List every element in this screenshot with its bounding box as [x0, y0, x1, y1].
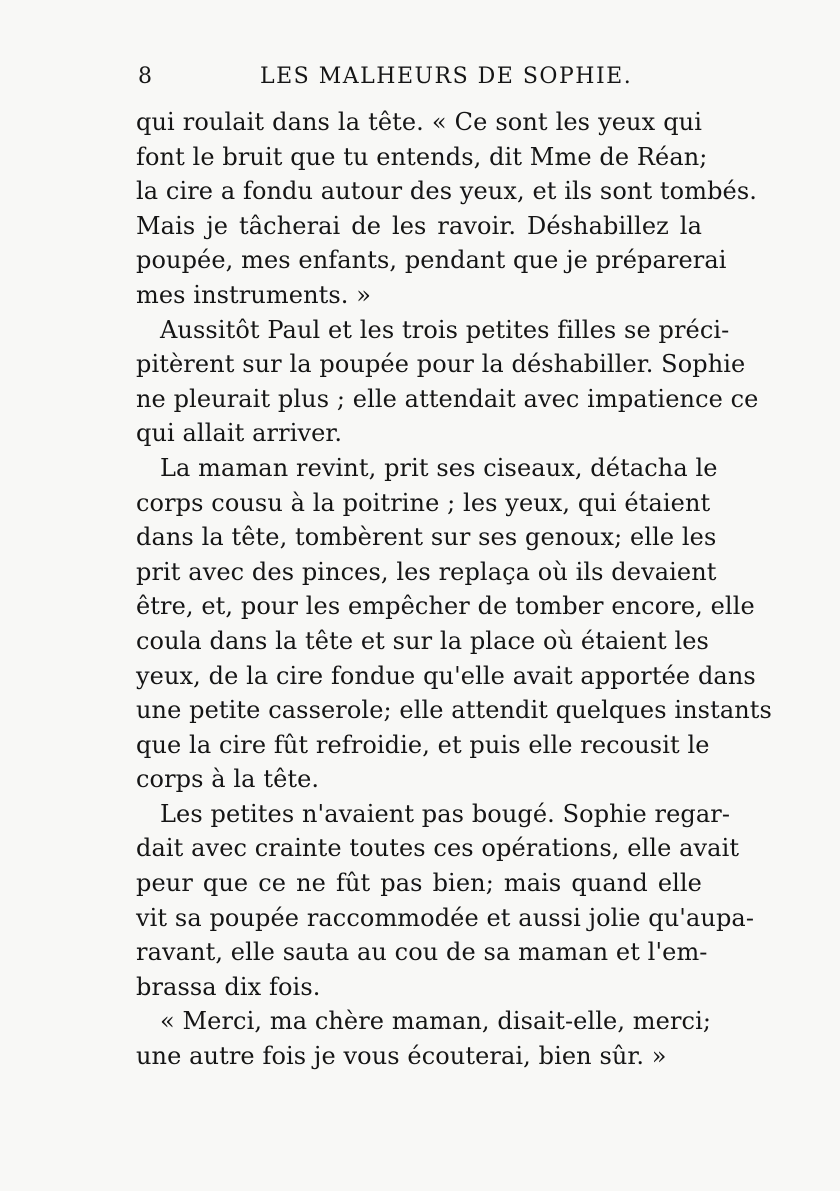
text-line: yeux, de la cire fondue qu'elle avait apportée dans — [136, 661, 756, 690]
running-title: LES MALHEURS DE SOPHIE. — [260, 64, 633, 89]
text-line: « Merci, ma chère maman, disait-elle, merci; — [160, 1007, 712, 1036]
text-line: brassa dix fois. — [136, 972, 321, 1001]
text-line: pitèrent sur la poupée pour la déshabiller. Sophie — [136, 350, 746, 379]
text-line: Les petites n'avaient pas bougé. Sophie regar- — [160, 799, 731, 828]
page-number: 8 — [138, 64, 154, 89]
text-line: la cire a fondu autour des yeux, et ils sont tombés. — [136, 177, 757, 206]
text-line: être, et, pour les empêcher de tomber encore, elle — [136, 592, 755, 621]
text-line: que la cire fût refroidie, et puis elle recousit le — [136, 730, 710, 759]
text-line: poupée, mes enfants, pendant que je préparerai — [136, 246, 727, 275]
text-line: une autre fois je vous écouterai, bien sûr. » — [136, 1042, 667, 1071]
text-line: dait avec crainte toutes ces opérations, elle avait — [136, 834, 740, 863]
text-line: qui roulait dans la tête. « Ce sont les yeux qui — [136, 108, 702, 136]
text-line: dans la tête, tombèrent sur ses genoux; elle les — [136, 523, 717, 552]
text-line: ravant, elle sauta au cou de sa maman et l'em- — [136, 938, 708, 967]
text-line: peur que ce ne fût pas bien; mais quand elle — [136, 869, 702, 898]
text-line: corps cousu à la poitrine ; les yeux, qui étaient — [136, 488, 711, 517]
text-line: ne pleurait plus ; elle attendait avec impatience ce — [136, 384, 759, 413]
text-line: La maman revint, prit ses ciseaux, détacha le — [160, 453, 718, 482]
page-header — [136, 64, 696, 96]
text-line: corps à la tête. — [136, 765, 320, 794]
text-line: font le bruit que tu entends, dit Mme de Réan; — [136, 142, 708, 171]
text-line: vit sa poupée raccommodée et aussi jolie qu'aupa- — [136, 903, 755, 932]
text-line: prit avec des pinces, les replaça où ils devaient — [136, 557, 717, 586]
body-text — [136, 105, 772, 1074]
text-line: qui allait arriver. — [136, 419, 343, 448]
text-line: Mais je tâcherai de les ravoir. Déshabillez la — [136, 211, 702, 240]
text-line: mes instruments. » — [136, 280, 372, 309]
text-line: Aussitôt Paul et les trois petites filles se préci- — [160, 315, 730, 344]
text-line: coula dans la tête et sur la place où étaient les — [136, 626, 709, 655]
text-line: une petite casserole; elle attendit quelques instants — [136, 696, 772, 725]
